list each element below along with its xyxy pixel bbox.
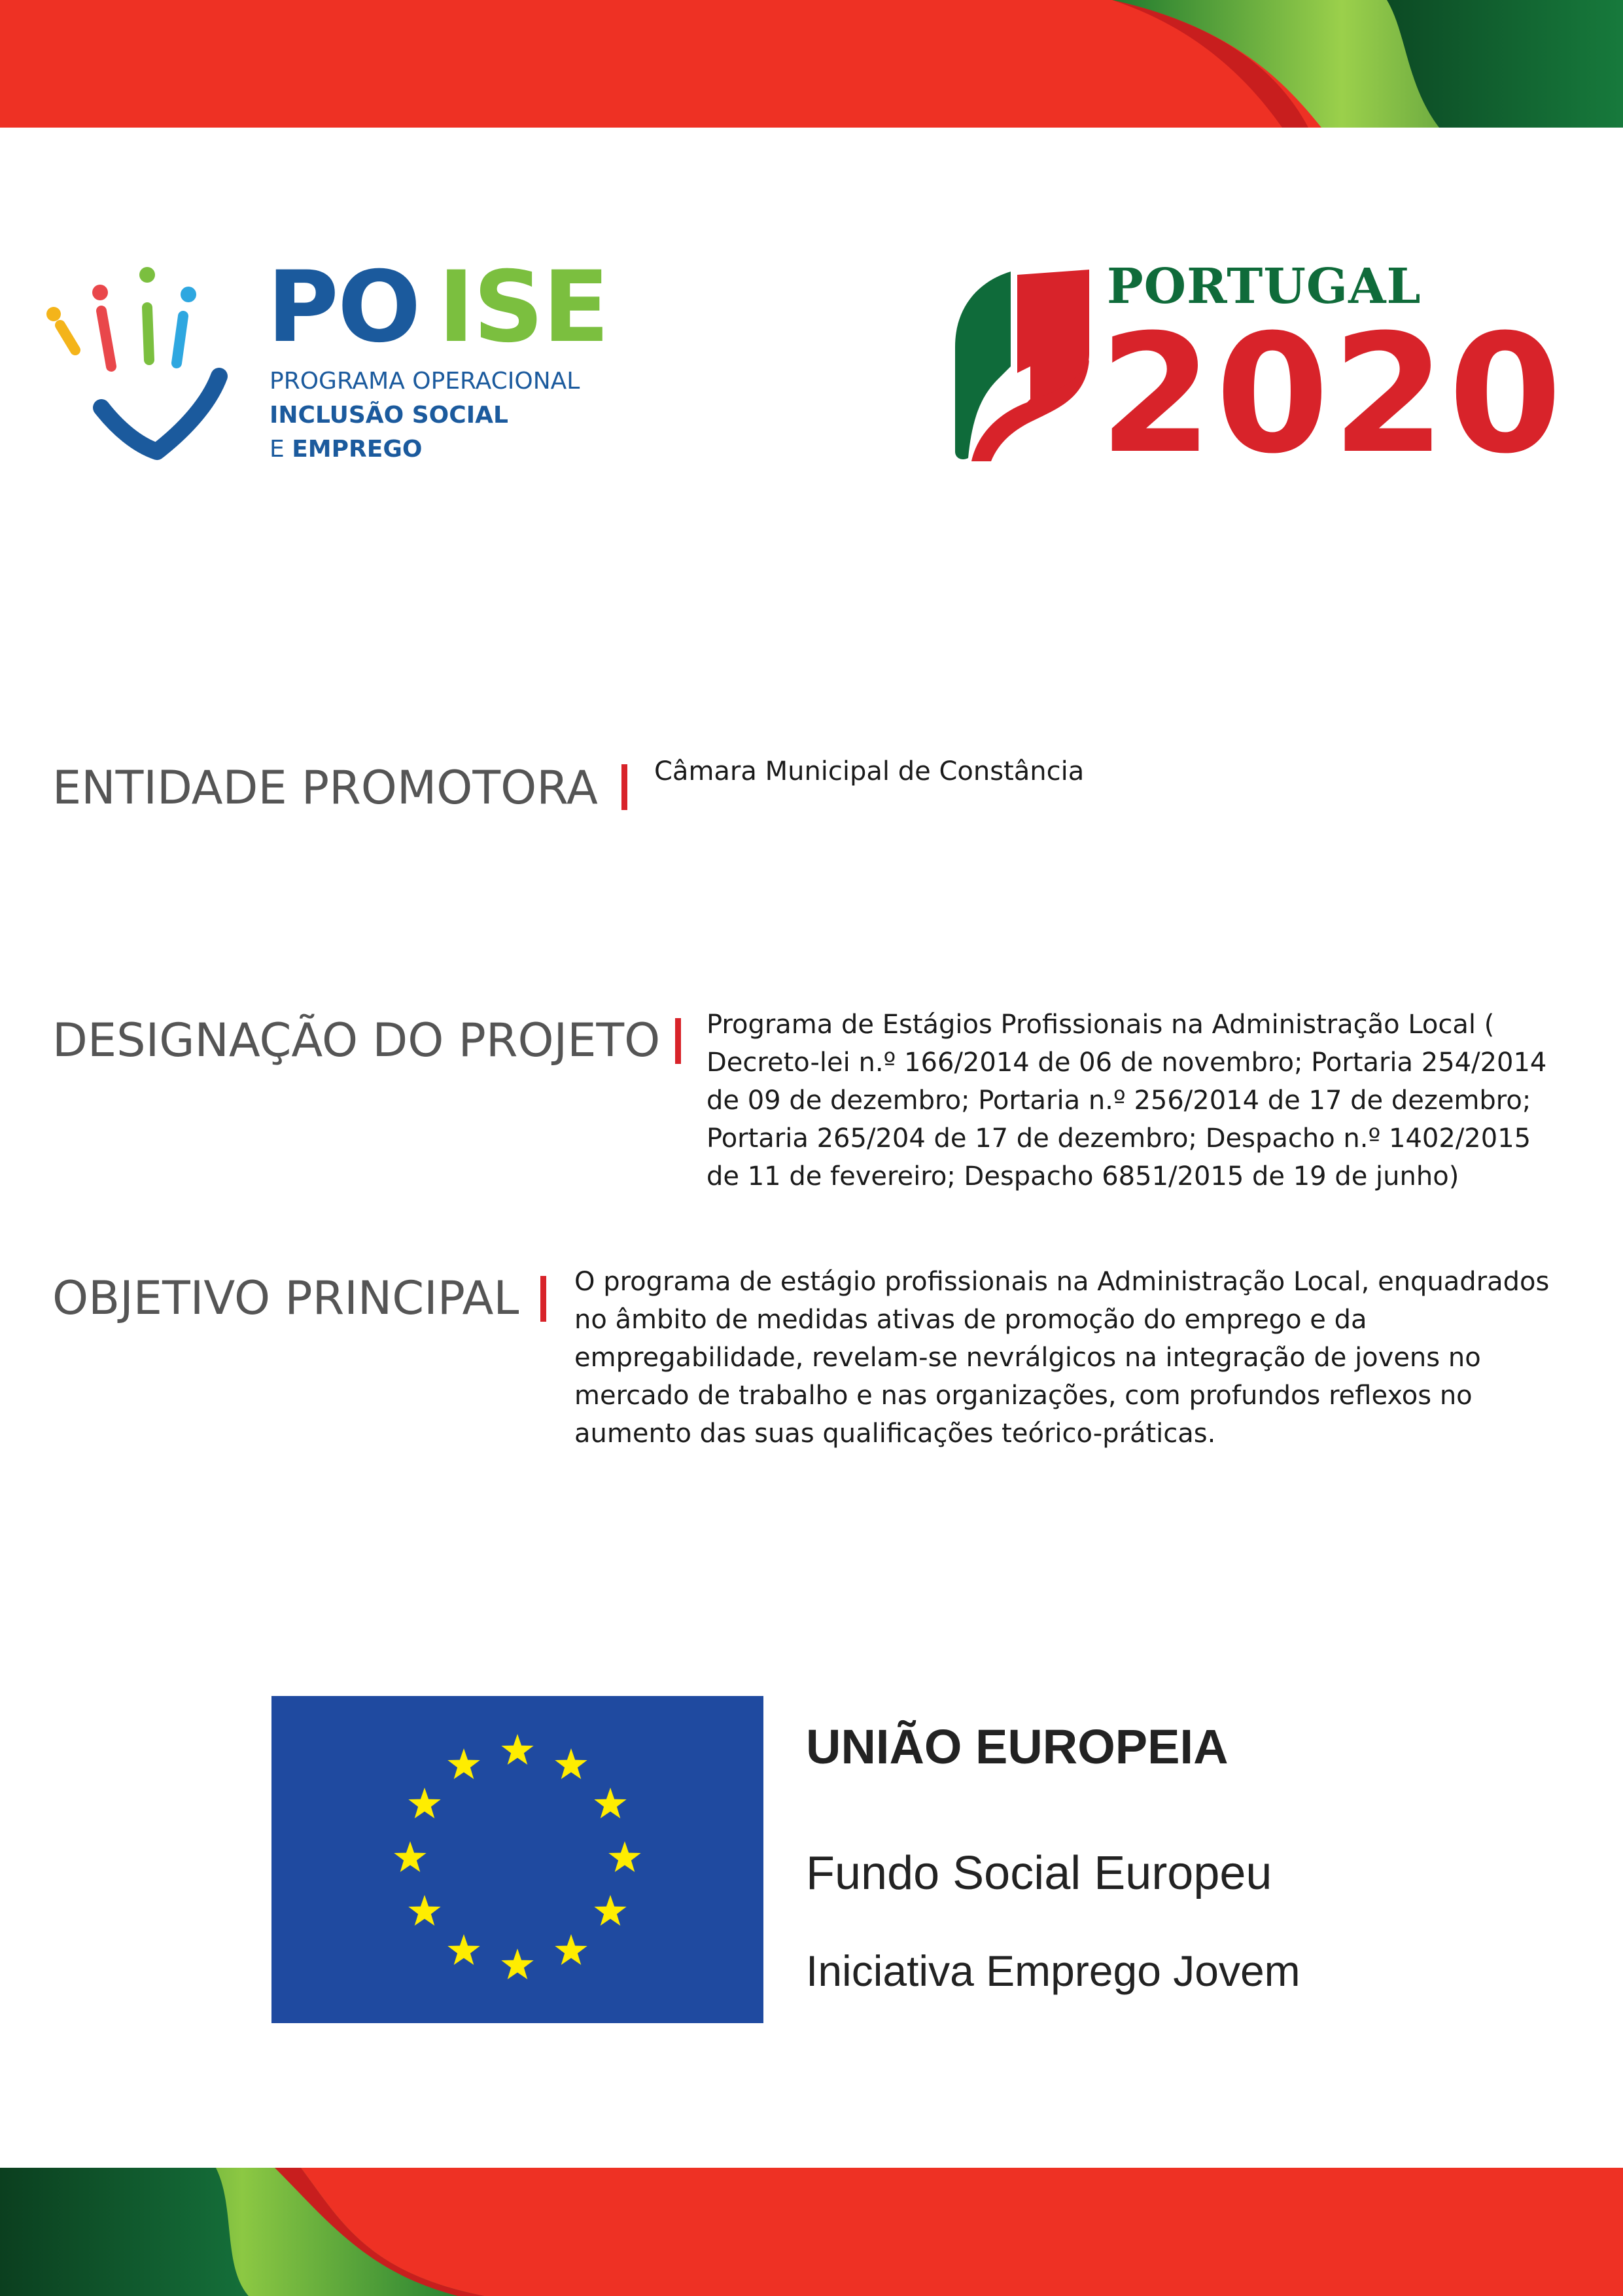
eu-fund: Fundo Social Europeu [806, 1847, 1272, 1899]
portugal-wordmark: PORTUGAL [1107, 258, 1422, 315]
eu-initiative: Iniciativa Emprego Jovem [806, 1947, 1300, 1995]
eu-stars-icon [271, 1696, 763, 2023]
top-banner [0, 0, 1623, 128]
portugal-2020-year: 2020 [1099, 299, 1565, 489]
poise-subtitle-line2: INCLUSÃO SOCIAL [270, 402, 508, 429]
bottom-banner [0, 2168, 1623, 2296]
portugal2020-flag-icon [952, 268, 1092, 465]
eu-flag [271, 1696, 763, 2023]
poise-subtitle-line3-a: E [270, 436, 292, 463]
poise-hand-icon [46, 265, 242, 474]
objetivo-divider [540, 1276, 546, 1322]
entidade-divider [621, 764, 627, 810]
entidade-value: Câmara Municipal de Constância [654, 756, 1085, 786]
poise-title-po: PO [267, 251, 420, 364]
poise-subtitle-line3-b: EMPREGO [292, 436, 423, 463]
poise-subtitle-line1: PROGRAMA OPERACIONAL [270, 368, 580, 395]
designacao-value: Programa de Estágios Profissionais na Administração Local ( Decreto-lei n.º 166/2014 de 06 de novembro; Portaria 254/2014 de 09 de dezembro; Portaria n.º 256/2014 de 17 de dezembro; Portaria 265/204 de 17 de dezembro; Despacho n.º 1402/2015 de 11 de fevereiro; Despacho 6851/2015 de 19 de junho) [707, 1010, 1547, 1192]
eu-title: UNIÃO EUROPEIA [806, 1720, 1229, 1774]
poise-title [267, 251, 608, 364]
entidade-label: ENTIDADE PROMOTORA [52, 761, 598, 815]
poise-subtitle-line3 [270, 436, 422, 463]
objetivo-label: OBJETIVO PRINCIPAL [52, 1271, 519, 1325]
designacao-label: DESIGNAÇÃO DO PROJETO [52, 1014, 661, 1067]
designacao-divider [675, 1018, 681, 1064]
poise-title-ise: ISE [438, 251, 608, 364]
objetivo-value: O programa de estágio profissionais na Administração Local, enquadrados no âmbito de medidas ativas de promoção do emprego e da empregabilidade, revelam-se nevrálgicos na integração de jovens no mercado de trabalho e nas organizações, com profundos reflexos no aumento das suas qualificações teórico-práticas. [574, 1267, 1550, 1449]
